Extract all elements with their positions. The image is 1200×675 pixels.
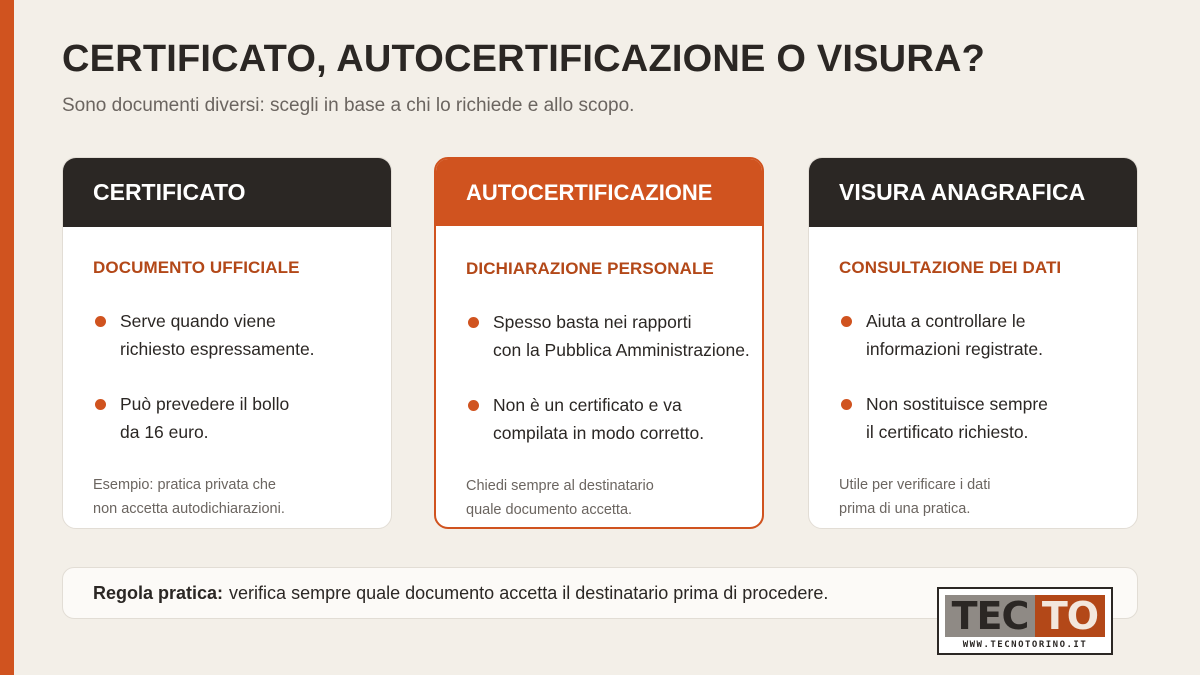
tecnotorino-logo [937,587,1113,655]
bullet-list [466,308,764,474]
card-visura-anagrafica [808,157,1138,529]
card-note: Chiedi sempre al destinatario quale documento accetta. [466,478,654,518]
bullet-text: Non sostituisce sempre il certificato richiesto. [866,394,1048,442]
logo-part-to: TO [1035,595,1105,637]
card-note: Utile per verificare i dati prima di una pratica. [839,477,991,517]
card-subtitle: DICHIARAZIONE PERSONALE [466,259,714,278]
rule-label: Regola pratica: [93,582,224,603]
bullet-list [93,307,381,473]
card-subtitle: DOCUMENTO UFFICIALE [93,258,300,277]
logo-part-tec: TEC [945,595,1035,637]
bullet-text: Spesso basta nei rapporti con la Pubblica Amministrazione. [493,312,750,360]
rule-text: verifica sempre quale documento accetta il destinatario prima di procedere. [229,582,829,603]
card-note: Esempio: pratica privata che non accetta autodichiarazioni. [93,477,285,517]
bullet-dot-icon [95,399,106,410]
bullet-item [93,390,381,446]
card-subtitle: CONSULTAZIONE DEI DATI [839,258,1062,277]
bullet-item [93,307,381,363]
bullet-item [466,391,764,447]
bullet-item [839,390,1127,446]
logo-url: WWW.TECNOTORINO.IT [962,640,1088,650]
bullet-list [839,307,1127,473]
bullet-dot-icon [468,317,479,328]
card-certificato [62,157,392,529]
bullet-dot-icon [95,316,106,327]
bullet-dot-icon [841,399,852,410]
bullet-text: Serve quando viene richiesto espressamente. [120,311,315,359]
page-subtitle: Sono documenti diversi: scegli in base a chi lo richiede e allo scopo. [62,95,635,116]
card-autocertificazione [434,157,764,529]
bullet-text: Non è un certificato e va compilata in modo corretto. [493,395,705,443]
logo-wordmark [945,595,1105,637]
card-title: AUTOCERTIFICAZIONE [436,159,762,226]
page-title: CERTIFICATO, AUTOCERTIFICAZIONE O VISURA? [62,38,986,80]
card-title: CERTIFICATO [63,158,391,227]
bullet-item [839,307,1127,363]
bullet-item [466,308,764,364]
bullet-text: Aiuta a controllare le informazioni registrate. [866,311,1044,359]
left-accent-bar [0,0,14,675]
bullet-text: Può prevedere il bollo da 16 euro. [120,394,290,442]
bullet-dot-icon [841,316,852,327]
card-title: VISURA ANAGRAFICA [809,158,1137,227]
bullet-dot-icon [468,400,479,411]
